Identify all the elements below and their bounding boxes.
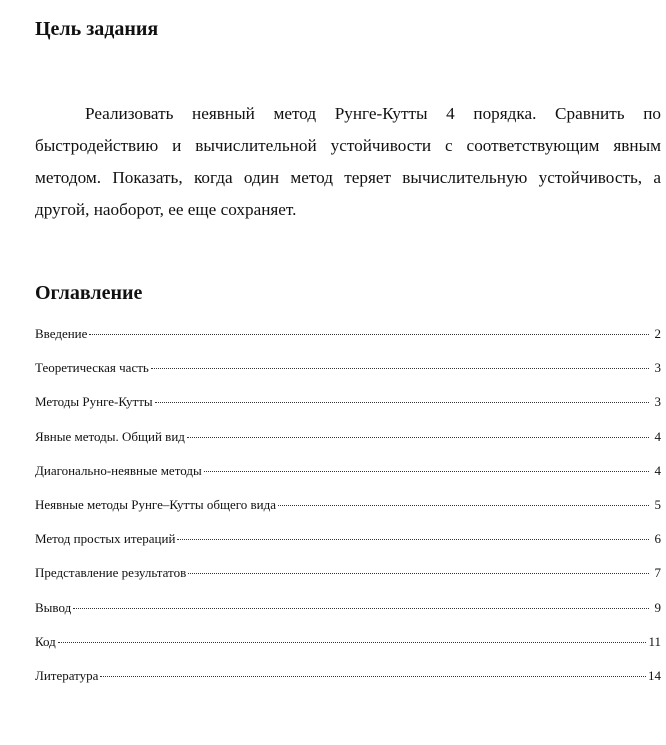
- toc-item-page: 11: [648, 633, 661, 649]
- toc-leader-dots: [188, 573, 649, 574]
- toc-leader-dots: [155, 402, 649, 403]
- toc-item-page: 3: [654, 360, 661, 376]
- toc-leader-dots: [187, 437, 649, 438]
- toc-item-page: 2: [654, 326, 661, 341]
- toc-item-page: 7: [654, 565, 661, 581]
- toc-item-title: Литература: [35, 667, 99, 683]
- toc-item-results[interactable]: [35, 564, 661, 598]
- toc-item-literature[interactable]: [35, 667, 661, 701]
- toc-item-title: Введение: [35, 326, 88, 341]
- toc-item-theory[interactable]: [35, 359, 661, 393]
- toc-item-title: Код: [35, 633, 56, 649]
- toc-item-page: 4: [654, 462, 661, 478]
- toc-item-page: 3: [654, 394, 661, 410]
- toc-heading: Оглавление: [35, 282, 143, 304]
- toc-item-title: Явные методы. Общий вид: [35, 428, 185, 444]
- toc-item-conclusion[interactable]: [35, 599, 661, 633]
- toc-item-title: Метод простых итераций: [35, 531, 176, 547]
- toc-leader-dots: [278, 505, 649, 506]
- toc-item-general-implicit[interactable]: [35, 496, 661, 530]
- toc-item-runge-kutta-methods[interactable]: [35, 393, 661, 427]
- toc-item-title: Представление результатов: [35, 565, 187, 581]
- toc-item-page: 14: [648, 667, 661, 683]
- toc-item-page: 5: [654, 496, 661, 512]
- toc-item-introduction[interactable]: [35, 325, 661, 359]
- toc-item-title: Вывод: [35, 599, 72, 615]
- toc-item-diagonal-implicit[interactable]: [35, 462, 661, 496]
- toc-item-title: Теоретическая часть: [35, 360, 149, 376]
- goal-heading: Цель задания: [35, 18, 159, 40]
- toc-item-page: 9: [654, 599, 661, 615]
- toc-leader-dots: [73, 608, 649, 609]
- toc-item-title: Неявные методы Рунге–Кутты общего вида: [35, 496, 277, 512]
- toc-item-page: 4: [654, 428, 661, 444]
- toc-item-explicit-methods[interactable]: [35, 428, 661, 462]
- toc-item-code[interactable]: [35, 633, 661, 667]
- toc-item-title: Методы Рунге-Кутты: [35, 394, 153, 410]
- toc-leader-dots: [204, 471, 649, 472]
- toc-leader-dots: [89, 334, 649, 335]
- toc-leader-dots: [100, 676, 646, 677]
- toc-item-page: 6: [654, 531, 661, 547]
- toc-leader-dots: [58, 642, 647, 643]
- toc-leader-dots: [177, 539, 649, 540]
- table-of-contents: [35, 325, 661, 701]
- toc-item-title: Диагонально-неявные методы: [35, 462, 202, 478]
- goal-paragraph: Реализовать неявный метод Рунге-Кутты 4 порядка. Сравнить по быстродействию и вычислительной устойчивости с соответствующим явным методом. Показать, когда один метод теряет вычислительную устойчивость, а другой, наоборот, ее еще сохраняет.: [35, 104, 661, 219]
- toc-leader-dots: [151, 368, 649, 369]
- toc-item-simple-iteration[interactable]: [35, 530, 661, 564]
